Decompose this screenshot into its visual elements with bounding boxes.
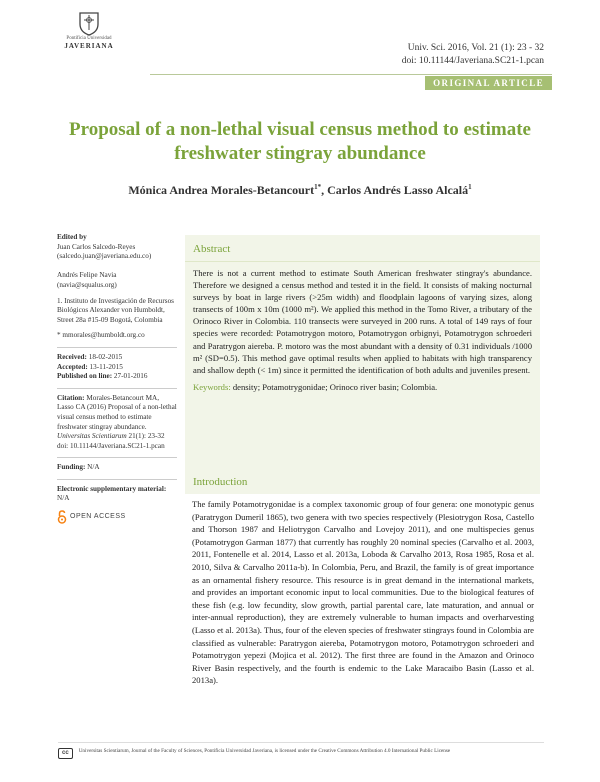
author-2: Carlos Andrés Lasso Alcalá (327, 183, 469, 197)
author-2-affiliation: 1 (468, 183, 472, 191)
esm-value: N/A (57, 494, 70, 503)
license-text: Universitas Scientiarum, Journal of the Faculty of Sciences, Pontificia Universidad Javeriana, is licensed under the Creative Commons Attribution 4.0 International Public License (78, 748, 451, 754)
abstract-text: There is not a current method to estimate South American freshwater stingray's abundance. Therefore we designed a census method and tested it in the field. It consists of making nocturnal surveys by boat in large rivers (>25m width) and floodplain lagoons of varying sizes, along transects of 100m x 10m (1000 m²). We applied this method in the Tomo River, a tributary of the Orinoco River in Colombia. 110 transects were surveyed in 200 runs. A total of 149 rays of four species were recorded: Potamotrygon motoro, Potamotrygon orbignyi, Potamotrygon schroederi and Paratrygon aiereba. P. motoro was the most abundant with a density of 0.31 individuals /1000 m² (SD=0.5). This method gave optimal results when applied to habitats with high transparency and shallow depth (< 1m) since it permitted the identification of both adults and juveniles present. (193, 268, 532, 375)
doi-line[interactable]: doi: 10.11144/Javeriana.SC21-1.pcan (401, 56, 544, 66)
article-sidebar (57, 233, 177, 524)
citation-journal: Universitas Scientiarum (57, 432, 127, 441)
logo-university-text: Pontificia Universidad (66, 36, 112, 41)
editor-2: Andrés Felipe Navia (57, 271, 117, 280)
cc-license-icon[interactable]: cc (58, 748, 73, 759)
journal-citation (402, 42, 544, 68)
editor-1-email[interactable]: (salcedo.juan@javeriana.edu.co) (57, 252, 152, 261)
page-footer (58, 742, 544, 759)
abstract-heading: Abstract (185, 235, 540, 262)
received-date: 18-02-2015 (88, 352, 123, 361)
keywords-text: density; Potamotrygonidae; Orinoco river basin; Colombia. (232, 381, 438, 392)
open-access-text: OPEN ACCESS (70, 513, 126, 521)
editor-1: Juan Carlos Salcedo-Reyes (57, 242, 136, 251)
open-access-badge (57, 510, 177, 524)
abstract-panel (185, 235, 540, 470)
author-separator: , (321, 183, 328, 197)
editor-2-email[interactable]: (navia@squalus.org) (57, 280, 117, 289)
citation-text: Morales-Betancourt MA, Lasso CA (2016) Proposal of a non-lethal visual census method to estimate freshwater stingray abundance. (57, 393, 177, 431)
author-1: Mónica Andrea Morales-Betancourt (128, 183, 315, 197)
keywords-label: Keywords: (193, 381, 231, 392)
published-date: 27-01-2016 (113, 372, 148, 381)
keywords (185, 381, 540, 393)
author-list (0, 183, 600, 198)
funding-value: N/A (87, 463, 100, 472)
affiliation: 1. Instituto de Investigación de Recursos Biológicos Alexander von Humboldt, Street 28a #15-09 Bogotá, Colombia (57, 296, 174, 324)
header-divider (150, 74, 552, 75)
citation-line: Univ. Sci. 2016, Vol. 21 (1): 23 - 32 (407, 43, 544, 53)
author-1-affiliation: 1* (314, 183, 322, 191)
logo-name: JAVERIANA (64, 42, 114, 50)
sidebar-divider (57, 347, 177, 348)
sidebar-divider (57, 479, 177, 480)
received-label: Received: (57, 352, 87, 361)
accepted-date: 13-11-2015 (89, 362, 123, 371)
article-type-badge: ORIGINAL ARTICLE (425, 76, 552, 90)
accepted-label: Accepted: (57, 362, 88, 371)
corresponding-email[interactable]: * mmorales@humboldt.org.co (57, 331, 145, 340)
introduction-heading: Introduction (185, 470, 540, 494)
funding-label: Funding: (57, 463, 86, 472)
citation-doi[interactable]: doi: 10.11144/Javeriana.SC21-1.pcan (57, 441, 165, 450)
esm-label: Electronic supplementary material: (57, 484, 167, 493)
introduction-text: The family Potamotrygonidae is a complex taxonomic group of four genera: one monotypic genus (Paratrygon Dumeril 1865), two genera with two species respectively (Plesiotrygon Rosa, Castello and Thorson 1987 and Heliotrygon Carvalho and Lovejoy 2011), and one multispecies genus (Potamotrygon Garman 1877) that currently has roughly 20 nominal species (Carvalho et al. 2003, 2011, Fontenelle et al. 2014, Lasso et al. 2013a, Loboda & Carvalho 2013, Rosa 1985, Rosa et al. 2010, Silva & Carvalho 2011a-b). In Colombia, Peru, and Brazil, the family is of great importance as an ornamental fishery resource. This resource is in great demand in the international markets, and provides an important economic input to local communities. Due to the biological features of these fish (e.g. low fecundity, slow growth, partial parental care, late maturation, and annual or inter-annual reproduction), they are extremely vulnerable to human impacts and overharvesting (Lasso et al. 2013a). Thus, four of the eleven species of freshwater stingrays found in Colombia are classified as vulnerable: Paratrygon aiereba, Potamotrygon motoro, Potamotrygon schroederi and Potamotrygon yepezi (Mojica et al. 2012). The first three are found in the Amazon and Orinoco River Basin respectively, and the fourth is endemic to the Lake Maracaibo Basin (Lasso et al. 2013a). (192, 499, 534, 686)
edited-by-label: Edited by (57, 233, 87, 241)
citation-volume: 21(1): 23-32 (128, 432, 165, 441)
citation-label: Citation: (57, 393, 85, 402)
published-label: Published on line: (57, 372, 113, 381)
open-lock-icon (57, 510, 67, 524)
crest-icon (78, 10, 100, 36)
sidebar-divider (57, 457, 177, 458)
university-logo (58, 10, 120, 50)
article-title: Proposal of a non-lethal visual census method to estimate freshwater stingray abundance (69, 119, 531, 164)
sidebar-divider (57, 388, 177, 389)
